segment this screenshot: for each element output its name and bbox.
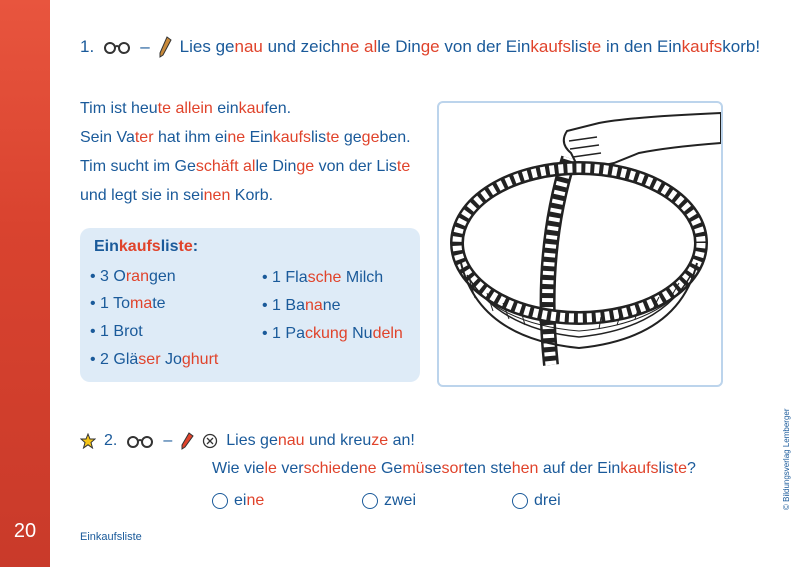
task-1-dash: – — [140, 37, 150, 56]
syllable: le Din — [377, 37, 421, 56]
task-2 — [80, 432, 415, 450]
story-line — [80, 123, 411, 152]
syllable-red: nau — [277, 432, 305, 449]
list-item — [262, 269, 383, 287]
syllable-red: nau — [234, 37, 263, 56]
syllable-red: schie — [303, 460, 341, 477]
syllable: an! — [388, 432, 415, 449]
syllable: und kreu — [304, 432, 372, 449]
list-item — [90, 323, 143, 341]
list-item — [90, 351, 218, 369]
radio-circle[interactable] — [212, 493, 228, 509]
syllable-red: te — [396, 158, 411, 175]
syllable: • 2 Glä — [90, 351, 139, 368]
syllable-red: al — [243, 158, 256, 175]
shopping-list-box — [80, 228, 420, 382]
syllable-red: te — [326, 129, 340, 146]
syllable: ? — [686, 460, 696, 477]
syllable: te — [152, 295, 166, 312]
answer-option[interactable] — [212, 492, 264, 510]
syllable-red: ma — [130, 295, 153, 312]
syllable-red: sor — [441, 460, 464, 477]
syllable-red: ne — [358, 460, 377, 477]
syllable: von der Lis — [314, 158, 397, 175]
story-line — [80, 152, 411, 181]
answer-label — [534, 492, 561, 510]
syllable: in den Ein — [601, 37, 682, 56]
syllable: Tim ist heu — [80, 100, 158, 117]
syllable-red: ter — [134, 129, 154, 146]
glasses-icon — [102, 40, 132, 54]
syllable-red: sche — [307, 269, 342, 286]
syllable: drei — [534, 492, 561, 509]
syllable-red: kaufs — [620, 460, 659, 477]
syllable: ver — [276, 460, 304, 477]
syllable: ei — [234, 492, 247, 509]
syllable-red: kaufs — [681, 37, 723, 56]
task-2-instruction — [226, 432, 415, 450]
task-1-instruction — [180, 37, 760, 57]
page-edge-strip — [0, 0, 50, 567]
syllable-red: ze — [371, 432, 389, 449]
syllable-red: hen — [511, 460, 539, 477]
syllable: Milch — [341, 269, 384, 286]
radio-circle[interactable] — [362, 493, 378, 509]
syllable: le Din — [255, 158, 297, 175]
syllable-red: ge — [296, 158, 315, 175]
syllable-red: ser — [138, 351, 161, 368]
syllable: • 1 Brot — [90, 323, 143, 340]
answer-option[interactable] — [362, 492, 416, 510]
list-item — [90, 295, 166, 313]
syllable-red: te — [673, 460, 687, 477]
syllable: : — [192, 238, 199, 255]
story-text — [80, 94, 411, 210]
syllable-red: ne — [340, 37, 360, 56]
list-item — [262, 325, 403, 343]
star-icon — [80, 433, 96, 449]
syllable: ein — [212, 100, 239, 117]
syllable-red: ckung — [304, 325, 348, 342]
syllable-red: al — [364, 37, 378, 56]
syllable-red: te — [178, 238, 193, 255]
syllable: und zeich — [262, 37, 341, 56]
syllable: Lies ge — [179, 37, 235, 56]
cross-circle-icon — [202, 433, 218, 449]
syllable-red: ge — [420, 37, 440, 56]
footer-title: Einkaufsliste — [80, 531, 142, 543]
syllable: ben. — [379, 129, 411, 146]
syllable-red: le — [264, 460, 277, 477]
answer-label — [384, 492, 416, 510]
syllable: Ein — [245, 129, 273, 146]
syllable-red: ne — [227, 129, 246, 146]
syllable: Ein — [94, 238, 119, 255]
syllable: Tim sucht im Ge — [80, 158, 196, 175]
syllable: ge — [339, 129, 362, 146]
syllable: Sein Va — [80, 129, 135, 146]
syllable: lis — [571, 37, 588, 56]
syllable: Wie vie — [212, 460, 265, 477]
syllable-red: te — [587, 37, 602, 56]
story-line — [80, 94, 411, 123]
radio-circle[interactable] — [512, 493, 528, 509]
syllable-red: ne — [246, 492, 265, 509]
syllable: ten ste — [463, 460, 512, 477]
syllable: Ge — [376, 460, 403, 477]
syllable: Korb. — [230, 187, 274, 204]
syllable-red: mü — [402, 460, 425, 477]
syllable: Jo — [160, 351, 182, 368]
syllable: lis — [658, 460, 674, 477]
syllable-red: nen — [203, 187, 231, 204]
syllable-red: lein — [187, 100, 213, 117]
syllable: • 1 To — [90, 295, 130, 312]
syllable-red: ge — [361, 129, 380, 146]
page-number: 20 — [13, 520, 37, 542]
syllable: • 1 Pa — [262, 325, 305, 342]
syllable-red: na — [304, 297, 323, 314]
syllable-red: te — [157, 100, 171, 117]
syllable-red: al — [175, 100, 188, 117]
syllable: • 1 Ba — [262, 297, 305, 314]
syllable-red: ran — [125, 268, 149, 285]
syllable: • 3 O — [90, 268, 126, 285]
syllable: und legt sie in sei — [80, 187, 204, 204]
syllable: Lies ge — [226, 432, 278, 449]
syllable: lis — [160, 238, 179, 255]
syllable-red: kaufs — [118, 238, 161, 255]
syllable: zwei — [384, 492, 417, 509]
syllable: lis — [310, 129, 327, 146]
glasses-icon — [125, 434, 155, 448]
syllable: auf der Ein — [538, 460, 621, 477]
syllable: gen — [148, 268, 176, 285]
syllable: hat ihm ei — [153, 129, 228, 146]
answer-label — [234, 492, 264, 510]
pencil-icon — [158, 36, 172, 58]
shopping-list-title — [94, 238, 198, 256]
syllable: fen. — [264, 100, 292, 117]
syllable: korb! — [722, 37, 761, 56]
syllable-red: kau — [238, 100, 265, 117]
syllable-red: kaufs — [272, 129, 311, 146]
syllable-red: ghurt — [181, 351, 219, 368]
syllable: de — [340, 460, 359, 477]
syllable: ne — [322, 297, 341, 314]
task-2-dash: – — [163, 432, 173, 449]
answer-option[interactable] — [512, 492, 561, 510]
syllable: Nu — [347, 325, 373, 342]
syllable-red: kaufs — [530, 37, 572, 56]
syllable-red: deln — [372, 325, 403, 342]
syllable: se — [424, 460, 442, 477]
list-item — [90, 268, 176, 286]
task-2-number: 2. — [104, 432, 118, 449]
syllable: • 1 Fla — [262, 269, 308, 286]
publisher-note: © Bildungsverlag Lemberger — [782, 408, 791, 510]
crayon-icon — [180, 432, 194, 450]
basket-illustration — [439, 103, 721, 385]
syllable-red: schäft — [195, 158, 239, 175]
task-1-number: 1. — [80, 37, 95, 56]
task-2-question — [212, 460, 696, 478]
list-item — [262, 297, 341, 315]
syllable: von der Ein — [439, 37, 531, 56]
story-line — [80, 181, 411, 210]
task-1 — [80, 36, 760, 58]
basket-drawing-area[interactable] — [437, 101, 723, 387]
